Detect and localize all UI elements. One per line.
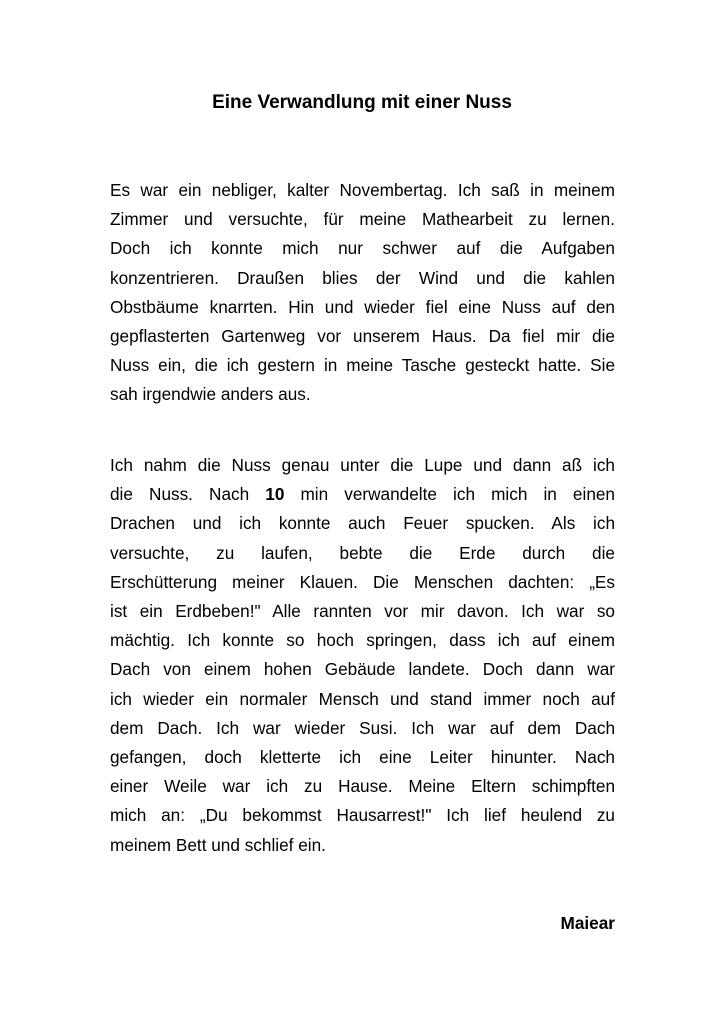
paragraph-line: sah irgendwie anders aus. [110,384,311,405]
paragraph-line: gefangen, doch kletterte ich eine Leiter hinunter. Nach [110,747,615,768]
paragraph-line: ich wieder ein normaler Mensch und stand immer noch auf [110,688,615,709]
paragraph-line: Zimmer und versuchte, für meine Mathearbeit zu lernen. [110,209,615,230]
bold-number: 10 [265,484,285,505]
paragraph-line: mich an: „Du bekommst Hausarrest!" Ich lief heulend zu [110,805,615,826]
paragraph-line: Ich nahm die Nuss genau unter die Lupe und dann aß ich [110,455,615,475]
paragraph-line: dem Dach. Ich war wieder Susi. Ich war auf dem Dach [110,717,615,738]
paragraph-line: mächtig. Ich konnte so hoch springen, dass ich auf einem [110,630,615,651]
line-text: min verwandelte ich mich in einen [284,484,615,505]
paragraph-line: ist ein Erdbeben!" Alle rannten vor mir davon. Ich war so [110,601,615,622]
paragraph-line: versuchte, zu laufen, bebte die Erde durch die [110,542,615,563]
paragraph-line: Drachen und ich konnte auch Feuer spucken. Als ich [110,513,615,534]
document-title: Eine Verwandlung mit einer Nuss [212,92,512,113]
paragraph-1 [110,176,615,410]
paragraph-line: Erschütterung meiner Klauen. Die Menschen dachten: „Es [110,571,615,592]
paragraph-line: Dach von einem hohen Gebäude landete. Doch dann war [110,659,615,680]
paragraph-2 [110,451,615,860]
paragraph-line: Doch ich konnte mich nur schwer auf die Aufgaben [110,238,615,259]
paragraph-line: Obstbäume knarrten. Hin und wieder fiel eine Nuss auf den [110,296,615,317]
author-signature: Maiear [560,913,615,933]
line-text: die Nuss. Nach [110,484,266,505]
paragraph-line: konzentrieren. Draußen blies der Wind und die kahlen [110,267,615,288]
paragraph-line: meinem Bett und schlief ein. [110,834,326,855]
paragraph-line [110,480,615,509]
paragraph-line: gepflasterten Gartenweg vor unserem Haus. Da fiel mir die [110,326,615,347]
paragraph-line: Nuss ein, die ich gestern in meine Tasche gesteckt hatte. Sie [110,355,615,376]
paragraph-line: Es war ein nebliger, kalter Novembertag. Ich saß in meinem [110,180,615,200]
paragraph-line: einer Weile war ich zu Hause. Meine Eltern schimpften [110,776,615,797]
